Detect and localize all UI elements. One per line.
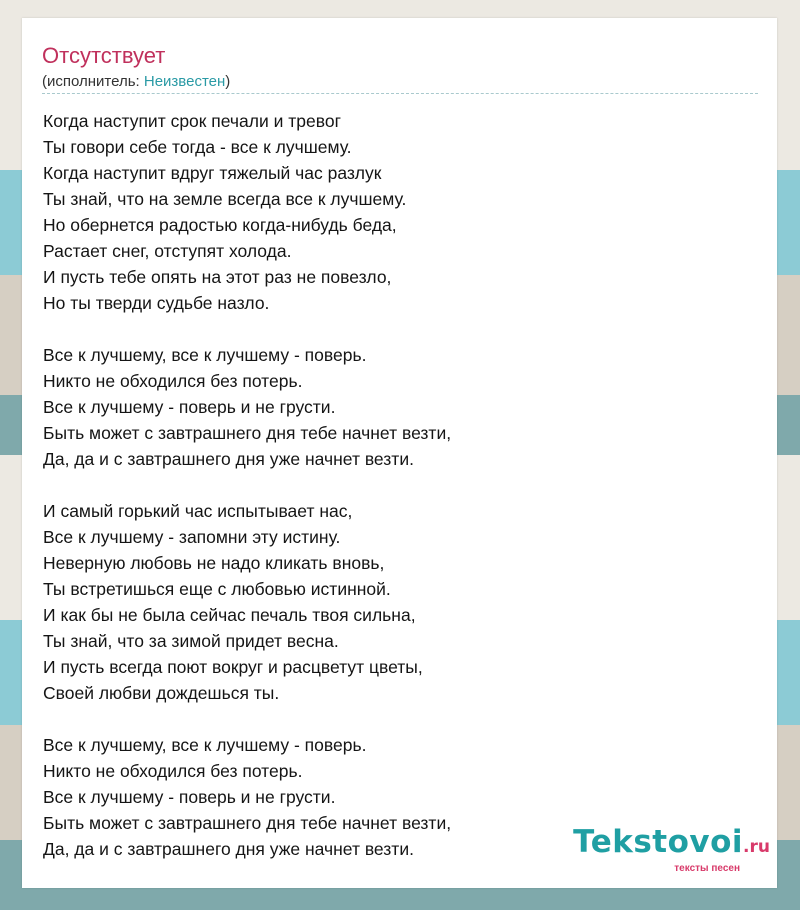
artist-line [42,72,230,92]
lyric-line: И пусть тебе опять на этот раз не повезло, [43,267,392,287]
lyric-line: Ты знай, что на земле всегда все к лучшему. [43,189,407,209]
lyric-line: Ты встретишься еще с любовью истинной. [43,579,391,599]
lyric-line: Все к лучшему, все к лучшему - поверь. [43,345,367,365]
lyric-line: Ты говори себе тогда - все к лучшему. [43,137,352,157]
lyric-line: Своей любви дождешься ты. [43,683,280,703]
stanza-gap [43,316,763,342]
lyric-line: Но ты тверди судьбе назло. [43,293,270,313]
artist-prefix: (исполнитель: [42,73,144,90]
song-title: Отсутствует [42,43,166,68]
lyric-line: Все к лучшему - запомни эту истину. [43,527,341,547]
header-divider [42,93,758,94]
stanza-gap [43,706,763,732]
lyric-line: Но обернется радостью когда-нибудь беда, [43,215,397,235]
logo-wordmark [573,826,770,863]
lyric-line: Все к лучшему - поверь и не грусти. [43,397,336,417]
lyric-line: Да, да и с завтрашнего дня уже начнет везти. [43,839,414,859]
logo-tagline: тексты песен [674,863,740,874]
lyric-line: И самый горький час испытывает нас, [43,501,353,521]
lyrics-card [22,18,777,888]
lyric-line: Неверную любовь не надо кликать вновь, [43,553,385,573]
lyric-line: Все к лучшему, все к лучшему - поверь. [43,735,367,755]
lyric-line: Никто не обходился без потерь. [43,761,303,781]
site-logo[interactable] [573,826,770,874]
artist-link[interactable]: Неизвестен [143,73,226,90]
lyric-line: Все к лучшему - поверь и не грусти. [43,787,336,807]
lyric-line: Никто не обходился без потерь. [43,371,303,391]
lyric-line: Когда наступит срок печали и тревог [43,111,341,131]
artist-suffix: ) [225,73,231,90]
lyric-line: Быть может с завтрашнего дня тебе начнет везти, [43,813,452,833]
logo-name: Tekstovoi [573,824,744,860]
lyric-line: И как бы не была сейчас печаль твоя сильна, [43,605,416,625]
lyric-line: Быть может с завтрашнего дня тебе начнет везти, [43,423,452,443]
stanza-gap [43,472,763,498]
lyric-line: Когда наступит вдруг тяжелый час разлук [43,163,382,183]
lyric-line: Ты знай, что за зимой придет весна. [43,631,339,651]
logo-tld: .ru [743,837,770,857]
lyric-line: И пусть всегда поют вокруг и расцветут цветы, [43,657,423,677]
lyric-line: Да, да и с завтрашнего дня уже начнет везти. [43,449,414,469]
lyrics-text [43,108,763,862]
lyric-line: Растает снег, отступят холода. [43,241,292,261]
